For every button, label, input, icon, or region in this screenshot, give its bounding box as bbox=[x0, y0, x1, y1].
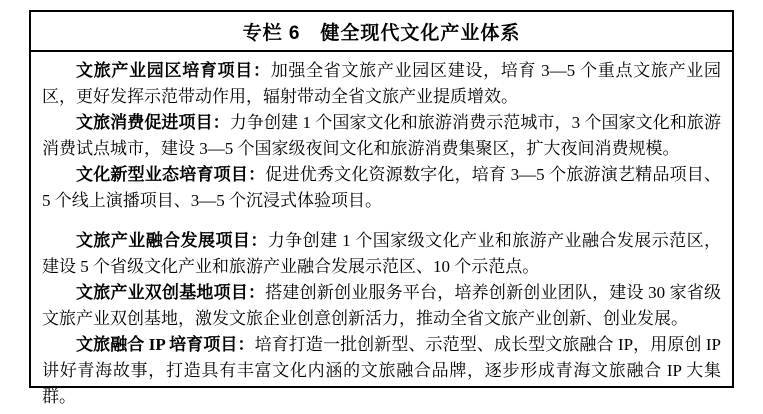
paragraph-text: 培育打造一批创新型、示范型、成长型文旅融合 IP，用原创 IP 讲好青海故事，打造具有丰富文化内涵的文旅融合品牌，逐步形成青海文旅融合 IP 大集群。 bbox=[42, 335, 721, 406]
paragraph-lead: 文旅消费促进项目： bbox=[76, 113, 230, 132]
paragraph-lead: 文化新型业态培育项目： bbox=[76, 165, 266, 184]
paragraph-ip-cultivation bbox=[42, 332, 721, 410]
column-body bbox=[31, 52, 732, 414]
column-title: 专栏 6 健全现代文化产业体系 bbox=[242, 22, 521, 44]
paragraph-new-business-forms bbox=[42, 162, 721, 214]
paragraph-lead: 文旅融合 IP 培育项目： bbox=[76, 335, 255, 354]
paragraph-text: 促进优秀文化资源数字化，培育 3—5 个旅游演艺精品项目、5 个线上演播项目、3—5 个沉浸式体验项目。 bbox=[42, 165, 722, 210]
paragraph-lead: 文旅产业双创基地项目： bbox=[76, 283, 266, 302]
column-title-row bbox=[31, 12, 732, 52]
paragraph-consumption-promotion bbox=[42, 110, 721, 162]
column-box bbox=[29, 10, 734, 406]
paragraph-lead: 文旅产业融合发展项目： bbox=[76, 231, 268, 250]
paragraph-text: 力争创建 1 个国家级文化产业和旅游产业融合发展示范区，建设 5 个省级文化产业和旅游产业融合发展示范区、10 个示范点。 bbox=[42, 231, 722, 276]
paragraph-text: 力争创建 1 个国家文化和旅游消费示范城市，3 个国家文化和旅游消费试点城市，建设 3—5 个国家级夜间文化和旅游消费集聚区，扩大夜间消费规模。 bbox=[42, 113, 722, 158]
paragraph-integrated-development bbox=[42, 228, 721, 280]
paragraph-lead: 文旅产业园区培育项目： bbox=[76, 61, 271, 80]
paragraph-text: 加强全省文旅产业园区建设，培育 3—5 个重点文旅产业园区，更好发挥示范带动作用，辐射带动全省文旅产业提质增效。 bbox=[42, 61, 722, 106]
paragraph-park-cultivation bbox=[42, 58, 721, 110]
paragraph-innovation-bases bbox=[42, 280, 721, 332]
paragraph-text: 搭建创新创业服务平台，培养创新创业团队，建设 30 家省级文旅产业双创基地，激发文旅企业创意创新活力，推动全省文旅产业创新、创业发展。 bbox=[42, 283, 722, 328]
